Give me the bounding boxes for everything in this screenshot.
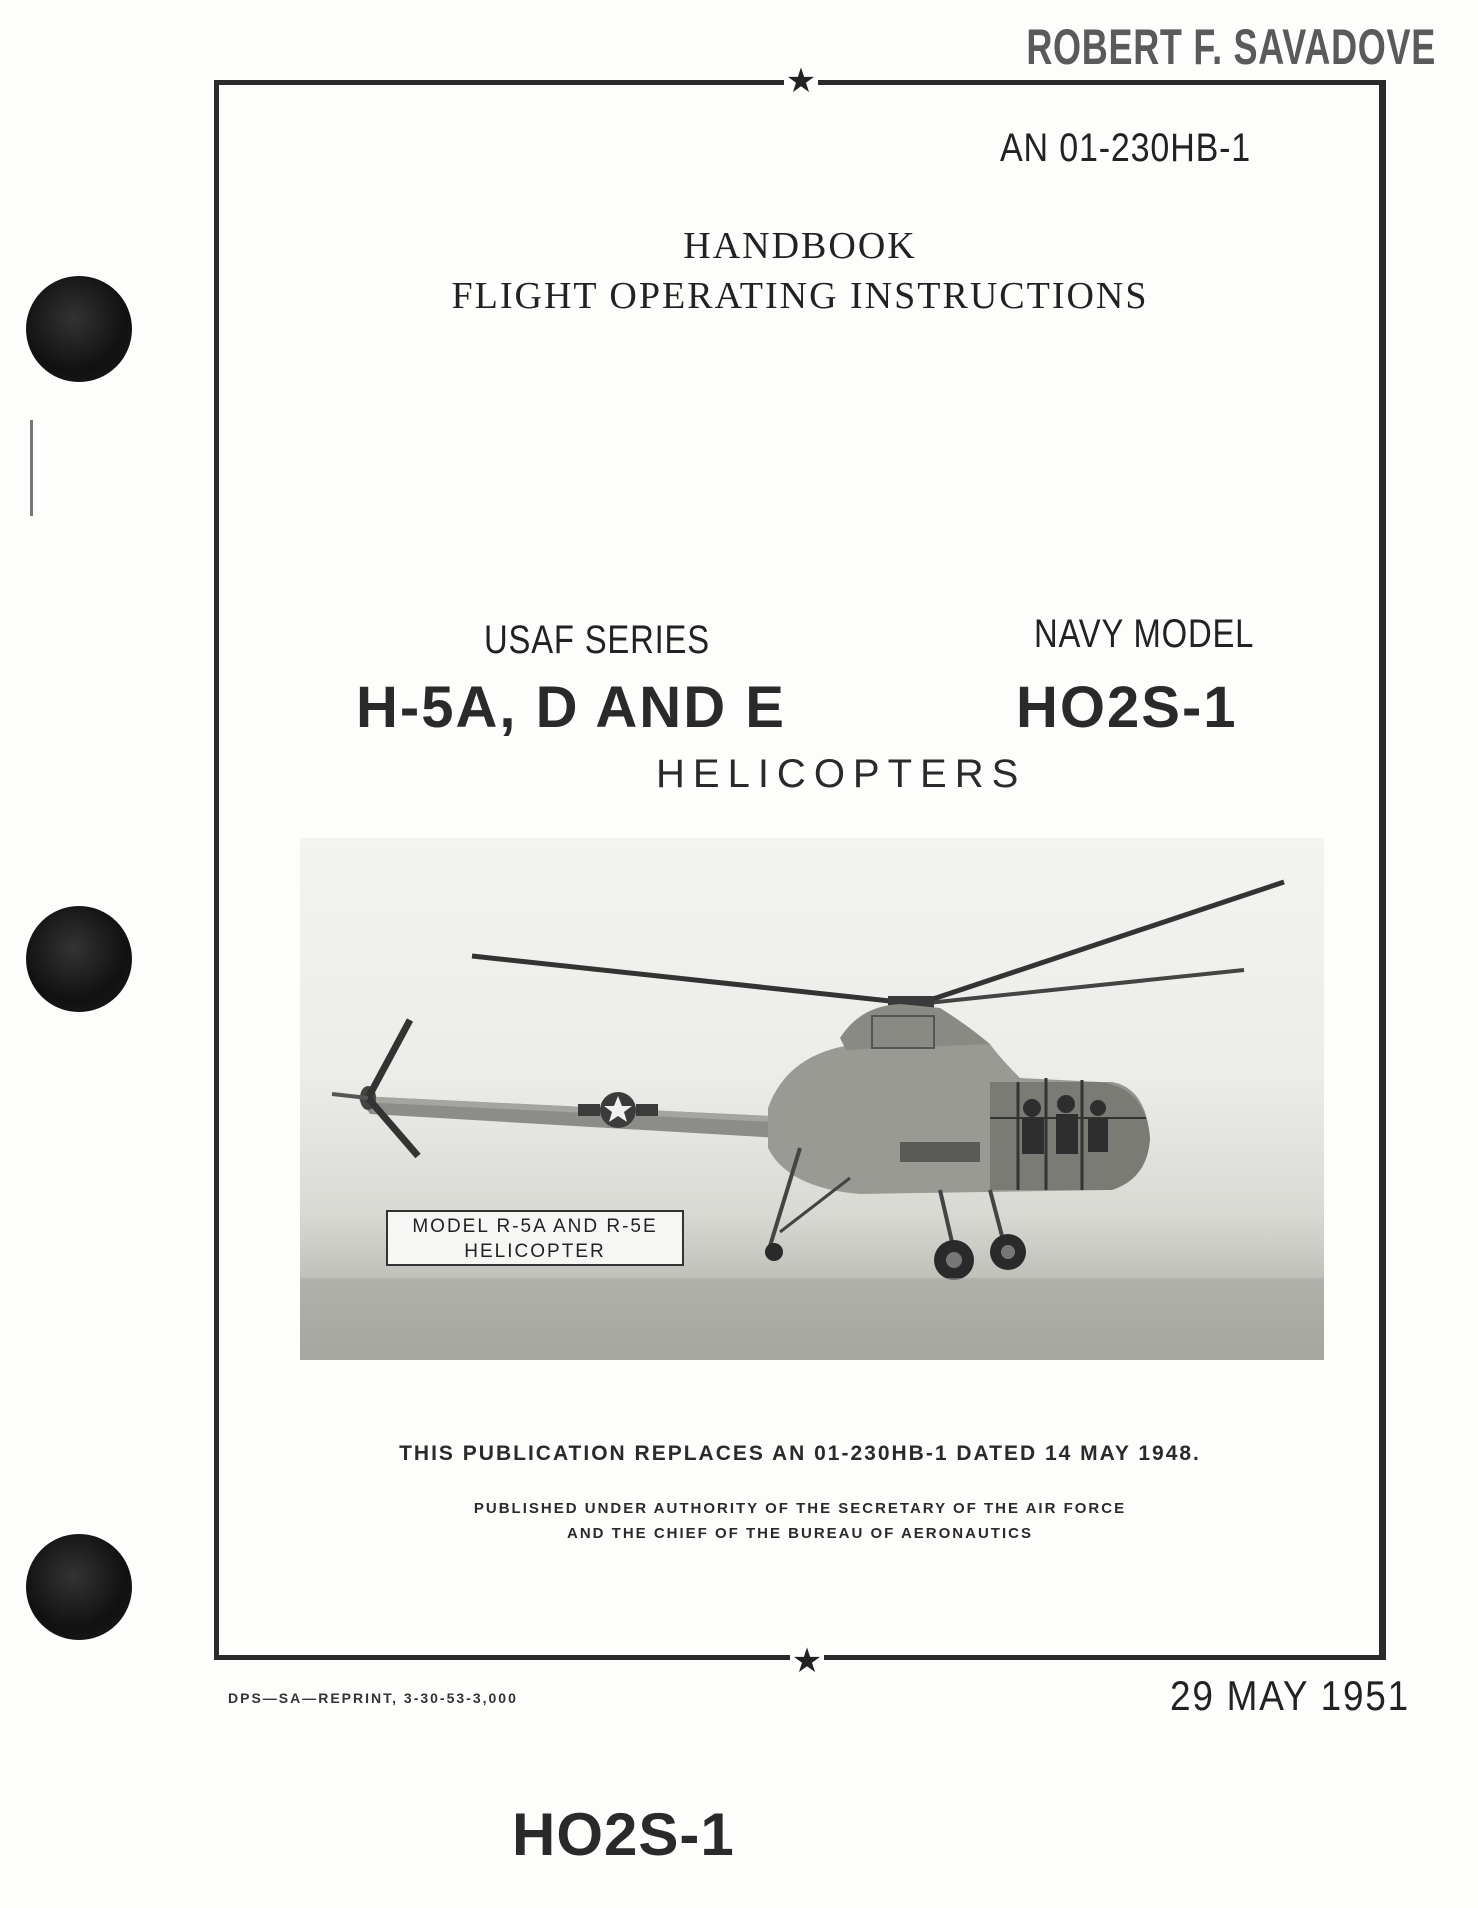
title-flight-operating-instructions: FLIGHT OPERATING INSTRUCTIONS [451, 275, 1149, 317]
publication-date: 29 MAY 1951 [1170, 1672, 1410, 1719]
authority-line-1: PUBLISHED UNDER AUTHORITY OF THE SECRETARY OF THE AIR FORCE [473, 1500, 1127, 1517]
binder-hole-middle [26, 906, 132, 1012]
binder-hole-bottom [26, 1534, 132, 1640]
aircraft-type: HELICOPTERS [656, 752, 1027, 796]
star-icon-top: ★ [785, 61, 817, 101]
star-icon-bottom: ★ [791, 1641, 823, 1681]
photo-caption-line1: MODEL R-5A AND R-5E [412, 1216, 658, 1237]
navy-model: HO2S-1 [1016, 675, 1238, 740]
photo-caption [386, 1210, 684, 1266]
usaf-series-label: USAF SERIES [484, 618, 710, 662]
authority-line-2: AND THE CHIEF OF THE BUREAU OF AERONAUTICS [567, 1525, 1033, 1542]
helicopter-illustration [300, 838, 1324, 1360]
navy-model-label: NAVY MODEL [1034, 612, 1255, 656]
reprint-code: DPS—SA—REPRINT, 3-30-53-3,000 [228, 1690, 518, 1706]
owner-stamp: ROBERT F. SAVADOVE [1026, 19, 1436, 75]
margin-mark [30, 420, 33, 516]
photo-caption-line2: HELICOPTER [464, 1241, 606, 1262]
usaf-models: H-5A, D AND E [356, 675, 786, 740]
helicopter-photo [300, 838, 1324, 1360]
an-number: AN 01-230HB-1 [1000, 126, 1252, 170]
title-handbook: HANDBOOK [683, 225, 917, 267]
footer-model-code: HO2S-1 [512, 1801, 735, 1868]
replacement-notice: THIS PUBLICATION REPLACES AN 01-230HB-1 DATED 14 MAY 1948. [399, 1442, 1201, 1465]
